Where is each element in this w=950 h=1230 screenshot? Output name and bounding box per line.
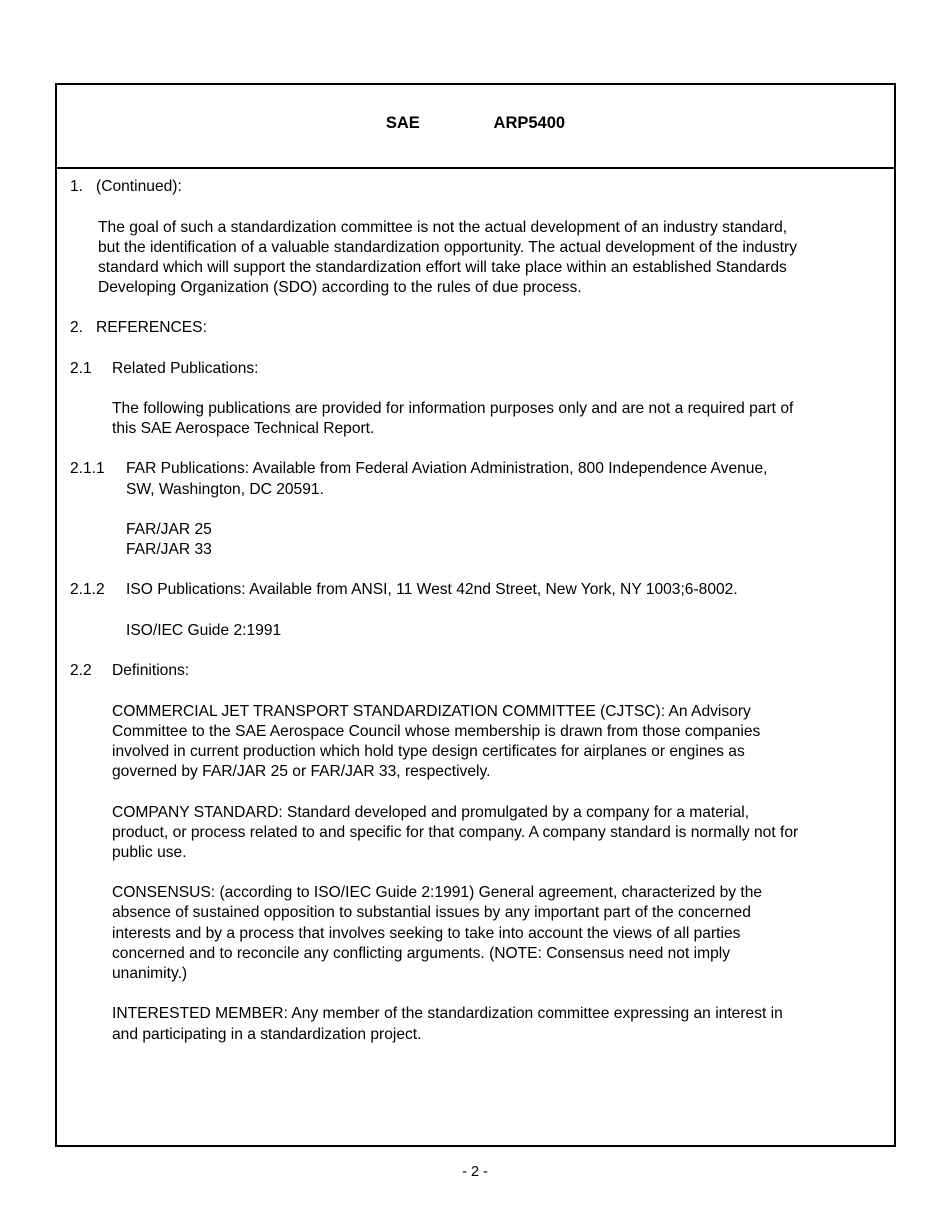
section-2-1-1-number: 2.1.1 — [70, 460, 105, 477]
definition-line: product, or process related to and specific for that company. A company standard is normally not for — [112, 824, 799, 841]
section-2-2-number: 2.2 — [70, 662, 92, 679]
definition-line: INTERESTED MEMBER: Any member of the standardization committee expressing an interest in — [112, 1005, 783, 1022]
definition-line: Committee to the SAE Aerospace Council whose membership is drawn from those companies — [112, 723, 761, 740]
definition-line: COMPANY STANDARD: Standard developed and promulgated by a company for a material, — [112, 804, 750, 821]
definition-line: absence of sustained opposition to substantial issues by any important part of the concerned — [112, 904, 751, 921]
document-title: SAE ARP5400 — [385, 113, 566, 132]
definition-line: governed by FAR/JAR 25 or FAR/JAR 33, respectively. — [112, 763, 491, 780]
section-2-heading: 2. REFERENCES: — [70, 319, 207, 336]
definition-line: CONSENSUS: (according to ISO/IEC Guide 2:1991) General agreement, characterized by the — [112, 884, 763, 901]
paragraph-line: standard which will support the standardization effort will take place within an established Standards — [98, 259, 787, 276]
definition-line: COMMERCIAL JET TRANSPORT STANDARDIZATION COMMITTEE (CJTSC): An Advisory — [112, 703, 751, 720]
list-item: ISO/IEC Guide 2:1991 — [126, 622, 282, 639]
paragraph-line: Developing Organization (SDO) according to the rules of due process. — [98, 279, 582, 296]
paragraph-line: The following publications are provided for information purposes only and are not a required part of — [112, 400, 794, 417]
paragraph-line: this SAE Aerospace Technical Report. — [112, 420, 375, 437]
definition-line: public use. — [112, 844, 187, 861]
definition-line: concerned and to reconcile any conflicting arguments. (NOTE: Consensus need not imply — [112, 945, 731, 962]
section-1-heading: 1. (Continued): — [70, 178, 182, 195]
list-item: FAR/JAR 25 — [126, 521, 212, 538]
section-2-2-heading: Definitions: — [112, 662, 190, 679]
definition-line: and participating in a standardization project. — [112, 1026, 422, 1043]
paragraph-line: The goal of such a standardization committee is not the actual development of an industry standard, — [98, 219, 788, 236]
list-item: FAR/JAR 33 — [126, 541, 212, 558]
definition-line: involved in current production which hold type design certificates for airplanes or engines as — [112, 743, 745, 760]
section-2-1-1-line: SW, Washington, DC 20591. — [126, 481, 324, 498]
section-2-1-heading: Related Publications: — [112, 360, 259, 377]
section-2-1-number: 2.1 — [70, 360, 92, 377]
page-number: - 2 - — [462, 1164, 488, 1180]
section-2-1-2-number: 2.1.2 — [70, 581, 105, 598]
definition-line: interests and by a process that involves seeking to take into account the views of all parties — [112, 925, 741, 942]
definition-line: unanimity.) — [112, 965, 188, 982]
document-header — [57, 85, 894, 169]
section-2-1-2-line: ISO Publications: Available from ANSI, 11 West 42nd Street, New York, NY 1003;6-8002. — [126, 581, 738, 598]
paragraph-line: but the identification of a valuable standardization opportunity. The actual development of the industry — [98, 239, 797, 256]
section-2-1-1-line: FAR Publications: Available from Federal Aviation Administration, 800 Independence Avenue, — [126, 460, 768, 477]
